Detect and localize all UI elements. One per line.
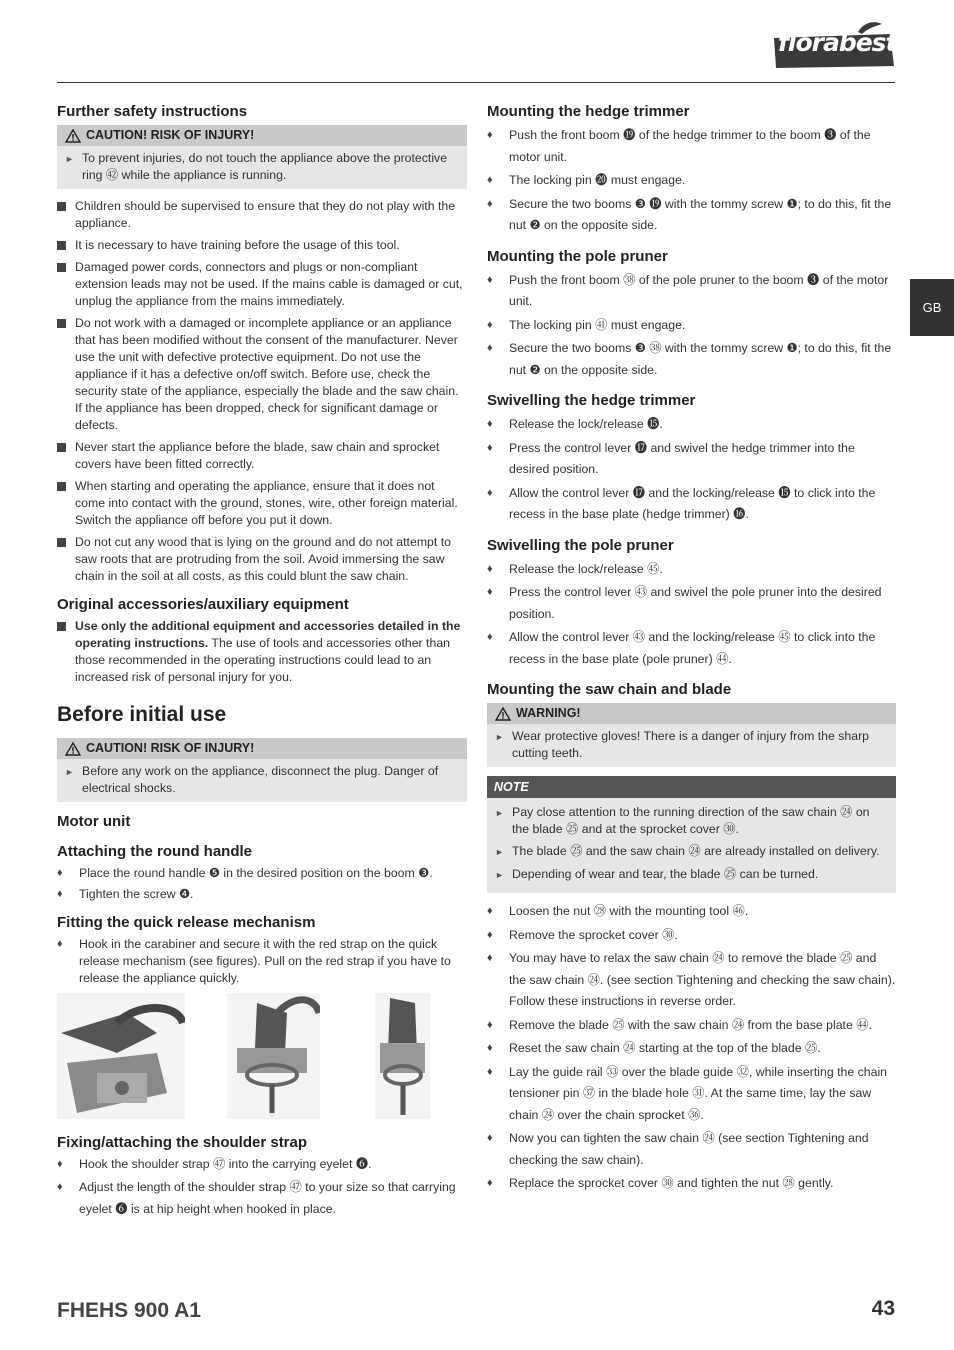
square-bullet-icon xyxy=(57,319,66,328)
square-bullet-icon xyxy=(57,482,66,491)
diamond-bullet-icon: ♦ xyxy=(487,562,493,575)
header-rule xyxy=(57,82,895,83)
list-item: Never start the appliance before the blade, saw chain and sprocket covers have been fitted correctly. xyxy=(57,439,467,473)
diamond-bullet-icon: ♦ xyxy=(57,938,63,950)
safety-list xyxy=(57,198,467,585)
list-item: ♦ Tighten the screw ❹. xyxy=(57,887,194,901)
quick-release-photo-3 xyxy=(375,993,430,1119)
section-title-pole-swivel: Swivelling the pole pruner xyxy=(487,536,674,554)
note-item: ► Depending of wear and tear, the blade ㉕ can be turned. xyxy=(495,866,888,884)
list-item: ♦ Release the lock/release ⓯. xyxy=(487,414,896,436)
list-item xyxy=(57,618,467,686)
caution-item: ► To prevent injuries, do not touch the appliance above the protective ring ㊷ while the appliance is running. xyxy=(65,151,448,182)
diamond-bullet-icon: ♦ xyxy=(487,1042,493,1054)
page-number: 43 xyxy=(871,1297,895,1320)
list-item: ♦ Hook in the carabiner and secure it with the red strap on the quick release mechanism (see figures). Pull on the red strap if you have to release the appliance quickly. xyxy=(57,937,451,985)
section-title-further-safety: Further safety instructions xyxy=(57,103,248,120)
diamond-bullet-icon: ♦ xyxy=(487,441,493,454)
language-tab: GB xyxy=(910,279,954,336)
note-item: ► The blade ㉕ and the saw chain ㉔ are already installed on delivery. xyxy=(495,843,888,861)
right-column xyxy=(487,100,896,1197)
section-title-hedge-swivel: Swivelling the hedge trimmer xyxy=(487,392,696,409)
accessories-bold-text: Use only the additional equipment and accessories detailed in the operating instructions. xyxy=(75,619,461,650)
list-item: ♦ The locking pin ⓴ must engage. xyxy=(487,170,896,192)
warning-box xyxy=(487,703,896,767)
warning-label: WARNING! xyxy=(516,706,581,720)
diamond-bullet-icon: ♦ xyxy=(487,129,493,141)
diamond-bullet-icon: ♦ xyxy=(487,174,493,186)
left-column xyxy=(57,100,467,1222)
section-title-accessories: Original accessories/auxiliary equipment xyxy=(57,596,349,613)
list-item: ♦ Place the round handle ❺ in the desired position on the boom ❸. xyxy=(57,866,433,880)
list-item: Do not cut any wood that is lying on the ground and do not attempt to saw roots that are protruding from the soil. Avoid immersing the saw chain in the soil at all costs, as this could blunt the saw chain. xyxy=(57,534,467,585)
section-title-quick-release: Fitting the quick release mechanism xyxy=(57,914,316,931)
list-item: ♦ Push the front boom ⓳ of the hedge trimmer to the boom ❸ of the motor unit. xyxy=(487,125,896,168)
section-title-hedge-mount: Mounting the hedge trimmer xyxy=(487,103,690,120)
caution-header xyxy=(57,738,467,759)
diamond-bullet-icon: ♦ xyxy=(487,1132,493,1144)
list-item: ♦ Secure the two booms ❸ ㊳ with the tommy screw ❶; to do this, fit the nut ❷ on the opposite side. xyxy=(487,338,896,381)
note-box xyxy=(487,798,896,893)
section-title-pole-mount: Mounting the pole pruner xyxy=(487,247,668,265)
list-item: ♦ The locking pin ㊶ must engage. xyxy=(487,315,896,337)
florabest-logo xyxy=(772,18,896,70)
diamond-bullet-icon: ♦ xyxy=(487,273,493,286)
list-item: ♦ Now you can tighten the saw chain ㉔ (see section Tightening and checking the saw chain). xyxy=(487,1128,896,1171)
list-item: ♦ You may have to relax the saw chain ㉔ to remove the blade ㉕ and the saw chain ㉔. (see section Tightening and checking the saw chain). Follow these instructions in reverse order. xyxy=(487,948,896,1013)
arrow-bullet-icon: ► xyxy=(495,847,504,857)
note-item: ► Pay close attention to the running direction of the saw chain ㉔ on the blade ㉕ and at the sprocket cover ㉚. xyxy=(495,805,870,836)
quick-release-photo-2 xyxy=(227,993,320,1119)
chapter-title-before-use: Before initial use xyxy=(57,703,227,726)
accessories-text: The use of tools and accessories other than those recommended in the operating instructions could lead to an increased risk of personal injury for you. xyxy=(75,636,450,684)
diamond-bullet-icon: ♦ xyxy=(487,318,493,331)
diamond-bullet-icon: ♦ xyxy=(487,418,493,430)
diamond-bullet-icon: ♦ xyxy=(487,586,493,598)
square-bullet-icon xyxy=(57,202,66,211)
list-item: ♦ Remove the sprocket cover ㉚. xyxy=(487,925,896,947)
list-item: ♦ Hook the shoulder strap ㊼ into the carrying eyelet ❻. xyxy=(57,1157,372,1171)
caution-label: CAUTION! RISK OF INJURY! xyxy=(86,128,255,142)
diamond-bullet-icon: ♦ xyxy=(487,197,493,210)
list-item: ♦ Replace the sprocket cover ㉚ and tighten the nut ㉘ gently. xyxy=(487,1173,896,1195)
diamond-bullet-icon: ♦ xyxy=(487,905,493,917)
warning-item: ► Wear protective gloves! There is a danger of injury from the sharp cutting teeth. xyxy=(495,729,870,760)
square-bullet-icon xyxy=(57,443,66,452)
arrow-bullet-icon: ► xyxy=(65,767,74,777)
warning-triangle-icon xyxy=(495,707,511,721)
diamond-bullet-icon: ♦ xyxy=(487,631,493,643)
logo-text: florabest xyxy=(778,28,897,57)
warning-triangle-icon xyxy=(65,129,81,143)
caution-header xyxy=(57,125,467,146)
arrow-bullet-icon: ► xyxy=(495,808,504,818)
section-title-round-handle: Attaching the round handle xyxy=(57,843,252,860)
diamond-bullet-icon: ♦ xyxy=(487,1177,493,1189)
section-title-shoulder-strap: Fixing/attaching the shoulder strap xyxy=(57,1134,308,1151)
diamond-bullet-icon: ♦ xyxy=(487,1065,493,1078)
arrow-bullet-icon: ► xyxy=(495,870,504,880)
square-bullet-icon xyxy=(57,241,66,250)
model-number: FHEHS 900 A1 xyxy=(57,1299,201,1322)
diamond-bullet-icon: ♦ xyxy=(487,342,493,354)
list-item: Do not work with a damaged or incomplete appliance or an appliance that has been modified without the consent of the manufacturer. Never use the unit with defective protective equipment. Do not use the appliance if it has a defective on/off switch. Before use, check the security state of the appliance, especially the blade and the saw chain. If the appliance has been dropped, check for significant damage or defects. xyxy=(57,315,467,434)
section-title-saw-chain: Mounting the saw chain and blade xyxy=(487,681,732,698)
list-item: ♦ Adjust the length of the shoulder strap ㊼ to your size so that carrying eyelet ❻ is at hip height when hooked in place. xyxy=(57,1177,467,1220)
list-item: ♦ Press the control lever ㊸ and swivel the pole pruner into the desired position. xyxy=(487,582,896,625)
list-item: It is necessary to have training before the usage of this tool. xyxy=(57,237,467,254)
square-bullet-icon xyxy=(57,622,66,631)
warning-header xyxy=(487,703,896,724)
square-bullet-icon xyxy=(57,538,66,547)
list-item: ♦ Reset the saw chain ㉔ starting at the top of the blade ㉕. xyxy=(487,1038,896,1060)
list-item: ♦ Allow the control lever ⓱ and the locking/release ⓯ to click into the recess in the base plate (hedge trimmer) ⓰. xyxy=(487,483,896,526)
list-item: ♦ Lay the guide rail ㉝ over the blade guide ㉜, while inserting the chain tensioner pin ㊲ in the blade hole ㉛. At the same time, lay the saw chain ㉔ over the chain sprocket ㊱. xyxy=(487,1062,896,1127)
list-item: Damaged power cords, connectors and plugs or non-compliant extension leads may not be used. If the mains cable is damaged or cut, unplug the appliance from the mains immediately. xyxy=(57,259,467,310)
diamond-bullet-icon: ♦ xyxy=(57,1181,63,1193)
caution-label: CAUTION! RISK OF INJURY! xyxy=(86,741,255,755)
arrow-bullet-icon: ► xyxy=(495,732,504,742)
list-item: When starting and operating the appliance, ensure that it does not come into contact with the ground, stones, wire, other foreign material. Switch the appliance off before you put it down. xyxy=(57,478,467,529)
warning-triangle-icon xyxy=(65,742,81,756)
diamond-bullet-icon: ♦ xyxy=(487,1018,493,1031)
diamond-bullet-icon: ♦ xyxy=(57,867,63,879)
caution-box xyxy=(57,125,467,189)
list-item: Children should be supervised to ensure that they do not play with the appliance. xyxy=(57,198,467,232)
caution-item: ► Before any work on the appliance, disconnect the plug. Danger of electrical shocks. xyxy=(65,764,439,795)
arrow-bullet-icon: ► xyxy=(65,154,74,164)
note-header: NOTE xyxy=(487,776,896,798)
list-item: ♦ Release the lock/release ㊺. xyxy=(487,559,896,581)
list-item: ♦ Remove the blade ㉕ with the saw chain ㉔ from the base plate ㊹. xyxy=(487,1015,896,1037)
quick-release-photo-1 xyxy=(57,993,185,1119)
list-item: ♦ Allow the control lever ㊸ and the locking/release ㊺ to click into the recess in the base plate (pole pruner) ㊹. xyxy=(487,627,896,670)
diamond-bullet-icon: ♦ xyxy=(487,486,493,499)
section-title-motor-unit: Motor unit xyxy=(57,813,131,830)
diamond-bullet-icon: ♦ xyxy=(487,952,493,964)
square-bullet-icon xyxy=(57,263,66,272)
list-item: ♦ Push the front boom ㊳ of the pole pruner to the boom ❸ of the motor unit. xyxy=(487,270,896,313)
list-item: ♦ Secure the two booms ❸ ⓳ with the tommy screw ❶; to do this, fit the nut ❷ on the opposite side. xyxy=(487,194,896,237)
diamond-bullet-icon: ♦ xyxy=(57,888,63,900)
caution-box xyxy=(57,738,467,802)
quick-release-figures xyxy=(57,993,467,1119)
diamond-bullet-icon: ♦ xyxy=(57,1158,63,1170)
diamond-bullet-icon: ♦ xyxy=(487,928,493,941)
list-item: ♦ Press the control lever ⓱ and swivel the hedge trimmer into the desired position. xyxy=(487,438,896,481)
list-item: ♦ Loosen the nut ㉘ with the mounting tool ㊻. xyxy=(487,901,896,923)
